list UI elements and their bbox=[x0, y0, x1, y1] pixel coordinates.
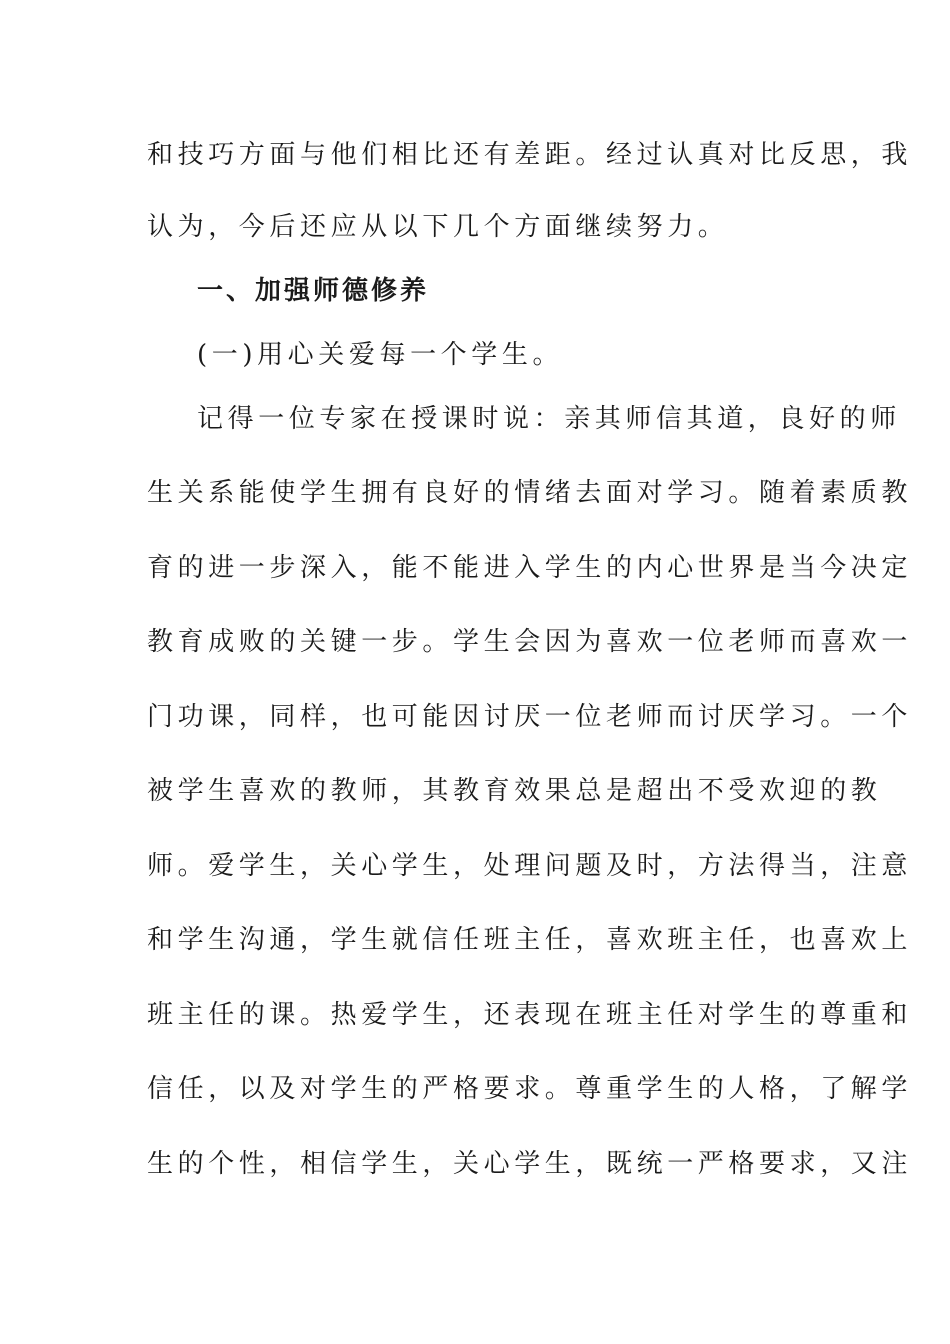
body-text-line: 育的进一步深入，能不能进入学生的内心世界是当今决定 bbox=[147, 553, 913, 583]
body-text-line: 生关系能使学生拥有良好的情绪去面对学习。随着素质教 bbox=[147, 478, 913, 508]
body-text-line: 教育成败的关键一步。学生会因为喜欢一位老师而喜欢一 bbox=[147, 627, 913, 657]
body-text-line: 班主任的课。热爱学生，还表现在班主任对学生的尊重和 bbox=[147, 1000, 913, 1030]
body-text-line: 被学生喜欢的教师，其教育效果总是超出不受欢迎的教 bbox=[147, 776, 882, 806]
body-text-line: 记得一位专家在授课时说：亲其师信其道，良好的师 bbox=[197, 404, 901, 434]
body-text-line: 门功课，同样，也可能因讨厌一位老师而讨厌学习。一个 bbox=[147, 702, 913, 732]
body-text-line: 信任，以及对学生的严格要求。尊重学生的人格，了解学 bbox=[147, 1074, 913, 1104]
subsection-heading: (一)用心关爱每一个学生。 bbox=[197, 340, 564, 370]
body-text-line: 师。爱学生，关心学生，处理问题及时，方法得当，注意 bbox=[147, 851, 913, 881]
body-text-line: 认为，今后还应从以下几个方面继续努力。 bbox=[147, 212, 729, 242]
body-text-line: 生的个性，相信学生，关心学生，既统一严格要求，又注 bbox=[147, 1149, 913, 1179]
section-heading: 一、加强师德修养 bbox=[197, 276, 430, 306]
body-text-line: 和学生沟通，学生就信任班主任，喜欢班主任，也喜欢上 bbox=[147, 925, 913, 955]
body-text-line: 和技巧方面与他们相比还有差距。经过认真对比反思，我 bbox=[147, 140, 913, 170]
